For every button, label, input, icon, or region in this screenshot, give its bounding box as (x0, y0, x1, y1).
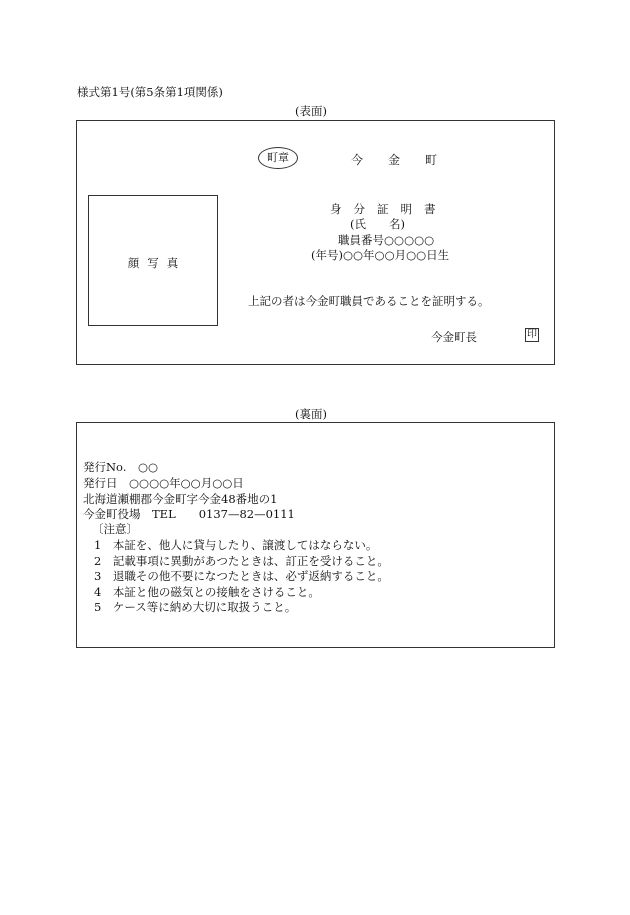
official-stamp: 印 (527, 329, 537, 340)
note-item: 3 退職その他不要になつたときは、必ず返納すること。 (94, 569, 389, 583)
photo-box (88, 195, 218, 326)
front-side-label: (表面) (295, 104, 327, 118)
office-address: 北海道瀬棚郡今金町字今金48番地の1 (83, 492, 278, 506)
town-seal-emblem: 町章 (258, 147, 298, 169)
note-item: 4 本証と他の磁気との接触をさけること。 (94, 585, 320, 599)
employee-number-field: 職員番号○○○○○ (338, 233, 435, 247)
issue-date: 発行日 ○○○○年○○月○○日 (83, 476, 244, 490)
certification-statement: 上記の者は今金町職員であることを証明する。 (248, 294, 490, 308)
notes-heading: 〔注意〕 (92, 522, 138, 536)
id-card-back (76, 422, 555, 648)
note-item: 5 ケース等に納め大切に取扱うこと。 (94, 600, 297, 614)
town-name: 今金町 (351, 153, 463, 167)
photo-label: 顔写真 (127, 256, 187, 270)
certificate-title: 身分証明書 (330, 202, 448, 216)
birth-date-field: (年号)○○年○○月○○日生 (311, 248, 450, 262)
office-contact: 今金町役場 TEL 0137—82—0111 (83, 507, 295, 521)
form-number-label: 様式第1号(第5条第1項関係) (77, 85, 223, 99)
issuer-title: 今金町長 (431, 330, 477, 344)
issue-number: 発行No. ○○ (83, 460, 159, 474)
note-item: 1 本証を、他人に貸与したり、譲渡してはならない。 (94, 538, 378, 552)
name-field: (氏 名) (350, 217, 405, 231)
id-card-front (76, 120, 555, 365)
note-item: 2 記載事項に異動があつたときは、訂正を受けること。 (94, 554, 389, 568)
back-side-label: (裏面) (295, 407, 327, 421)
